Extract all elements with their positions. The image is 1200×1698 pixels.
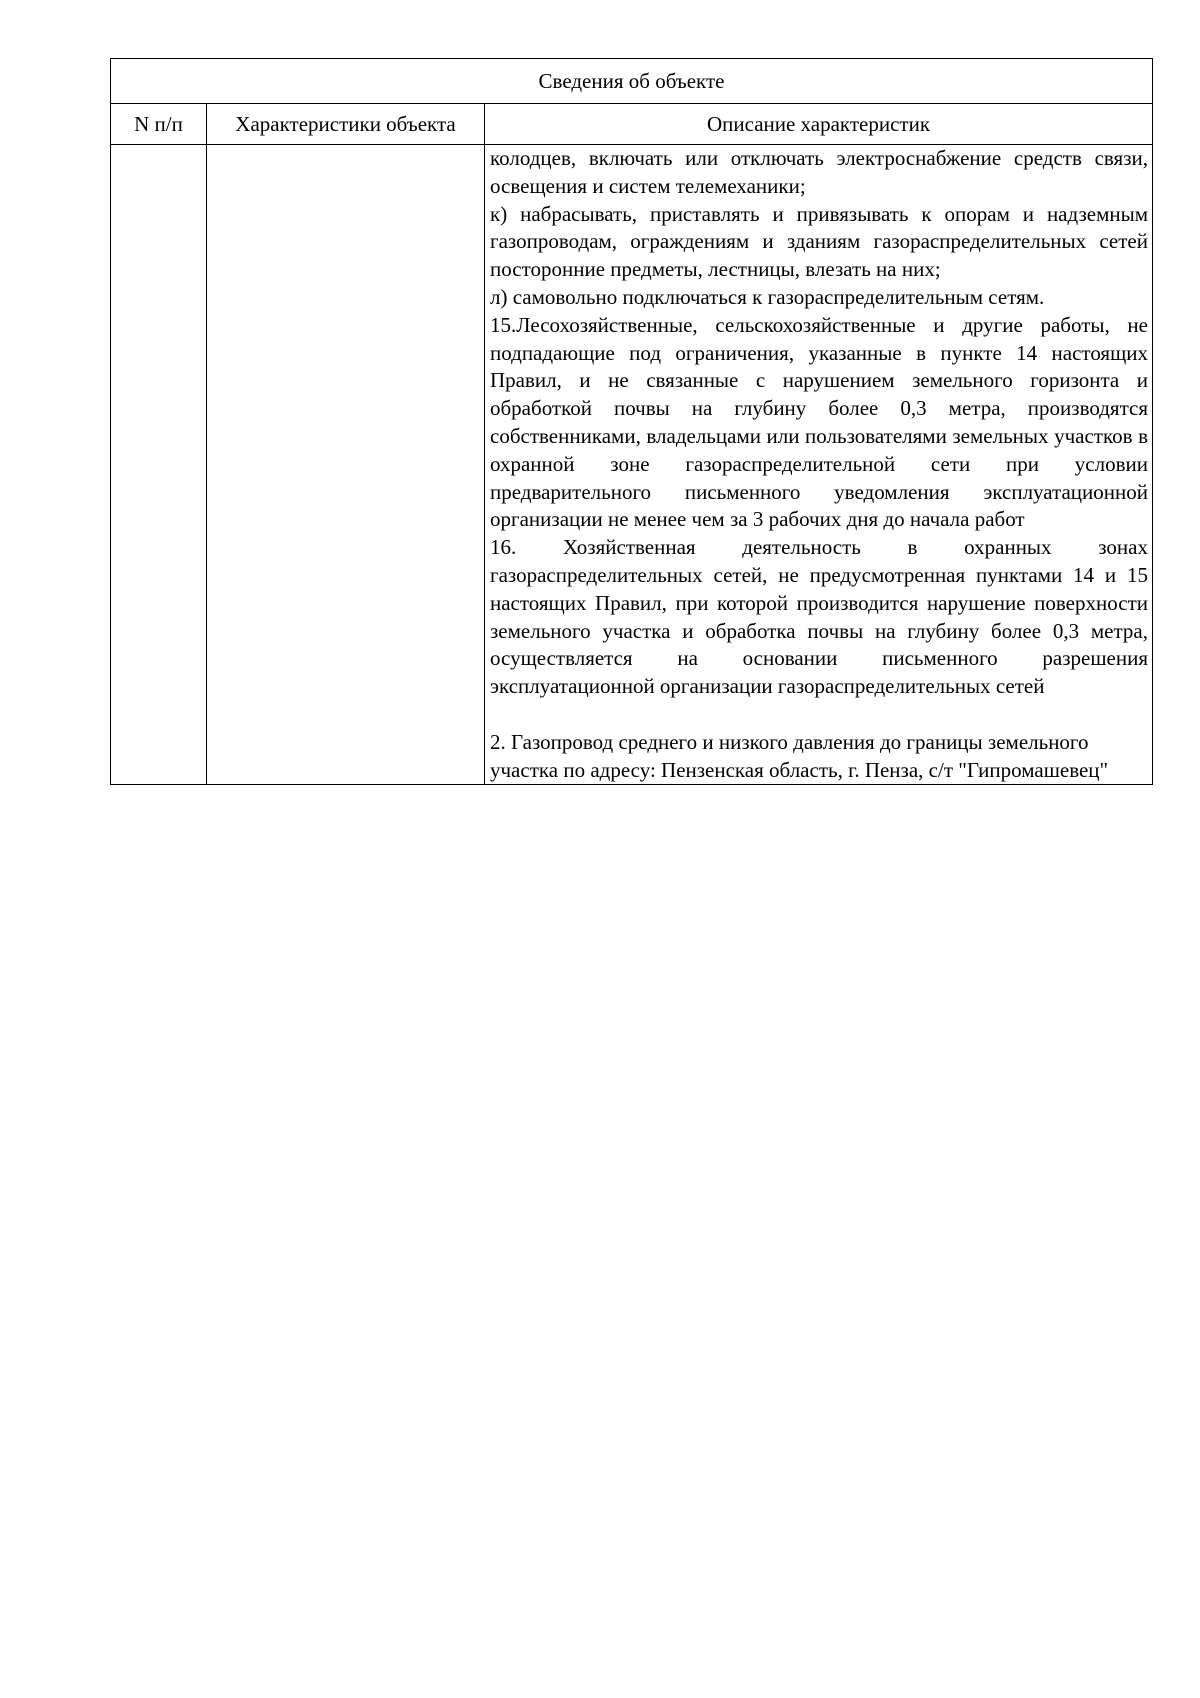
cell-number	[111, 145, 207, 785]
description-paragraph: 16. Хозяйственная деятельность в охранных зонах газораспределительных сетей, не предусмотренная пунктами 14 и 15 настоящих Правил, при которой производится нарушение поверхности земельного участка и обработка почвы на глубину более 0,3 метра, осуществляется на основании письменного разрешения эксплуатационной организации газораспределительных сетей	[490, 535, 1148, 699]
object-address: 2. Газопровод среднего и низкого давления до границы земельного участка по адресу: Пензенская область, г. Пенза, с/т "Гипромашевец"	[490, 729, 1109, 782]
cell-characteristics	[207, 145, 485, 785]
header-number: N п/п	[111, 104, 207, 145]
table-header-row	[111, 104, 1153, 145]
cell-description	[485, 145, 1153, 785]
description-paragraph: л) самовольно подключаться к газораспределительным сетям.	[490, 284, 1045, 309]
table-title: Сведения об объекте	[111, 59, 1153, 104]
table-title-row	[111, 59, 1153, 104]
table-row	[111, 145, 1153, 785]
object-info-table	[110, 58, 1153, 785]
header-characteristics: Характеристики объекта	[207, 104, 485, 145]
description-paragraph: 15.Лесохозяйственные, сельскохозяйственные и другие работы, не подпадающие под ограничения, указанные в пункте 14 настоящих Правил, и не связанные с нарушением земельного горизонта и обработкой почвы на глубину более 0,3 метра, производятся собственниками, владельцами или пользователями земельных участков в охранной зоне газораспределительной сети при условии предварительного письменного уведомления эксплуатационной организации не менее чем за 3 рабочих дня до начала работ	[490, 312, 1148, 532]
header-description: Описание характеристик	[485, 104, 1153, 145]
description-paragraph: колодцев, включать или отключать электроснабжение средств связи, освещения и систем телемеханики;	[490, 146, 1148, 198]
description-paragraph: к) набрасывать, приставлять и привязывать к опорам и надземным газопроводам, ограждениям и зданиям газораспределительных сетей посторонние предметы, лестницы, влезать на них;	[490, 201, 1148, 282]
